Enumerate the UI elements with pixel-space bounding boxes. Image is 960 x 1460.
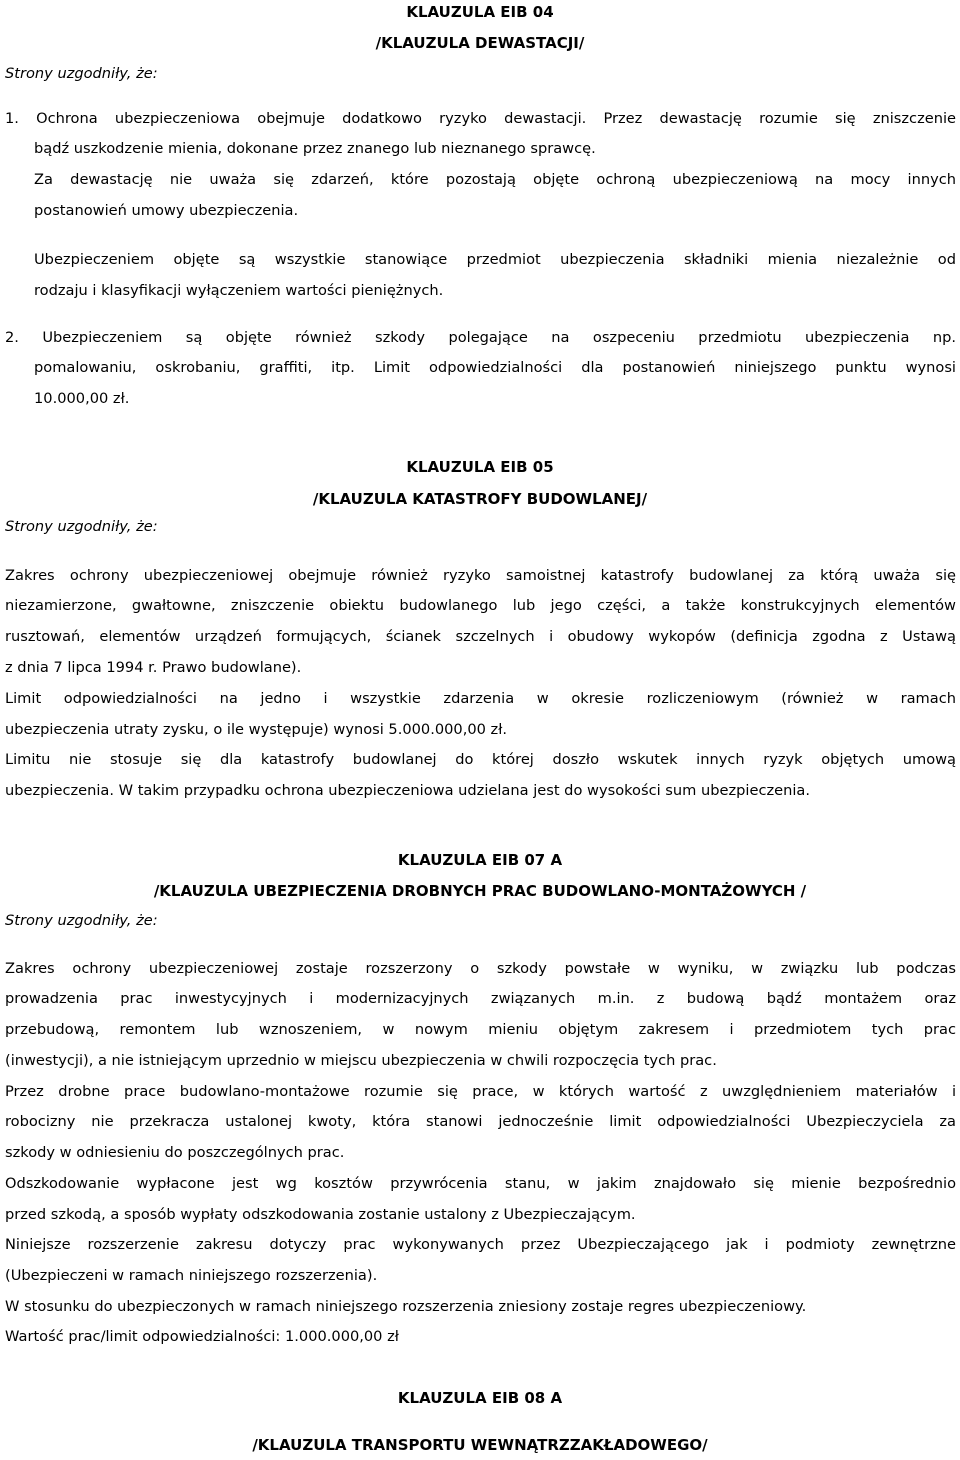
- eib07a-line: Wartość prac/limit odpowiedzialności: 1.000.000,00 zł: [5, 1328, 399, 1345]
- eib07a-line: Odszkodowanie wypłacone jest wg kosztów przywrócenia stanu, w jakim znajdowało się mienie bezpośrednio: [5, 1175, 956, 1192]
- eib07a-parties: Strony uzgodniły, że:: [5, 912, 158, 929]
- eib08a-heading: KLAUZULA EIB 08 A: [397, 1389, 563, 1407]
- eib05-line: Zakres ochrony ubezpieczeniowej obejmuje również ryzyko samoistnej katastrofy budowlanej za którą uważa się: [5, 567, 956, 584]
- eib05-line: rusztowań, elementów urządzeń formujących, ścianek szczelnych i obudowy wykopów (definicja zgodna z Ustawą: [5, 628, 956, 645]
- eib07a-line: Przez drobne prace budowlano-montażowe rozumie się prace, w których wartość z uwzględnieniem materiałów i: [5, 1083, 956, 1100]
- eib05-heading: KLAUZULA EIB 05: [406, 458, 554, 476]
- eib04-p1-line: rodzaju i klasyfikacji wyłączeniem wartości pieniężnych.: [34, 282, 444, 299]
- eib07a-line: szkody w odniesieniu do poszczególnych prac.: [5, 1144, 345, 1161]
- eib07a-line: prowadzenia prac inwestycyjnych i modernizacyjnych związanych m.in. z budową bądź montażem oraz: [5, 990, 956, 1007]
- eib07a-line: Zakres ochrony ubezpieczeniowej zostaje rozszerzony o szkody powstałe w wyniku, w związku lub podczas: [5, 960, 956, 977]
- eib04-p2-line: pomalowaniu, oskrobaniu, graffiti, itp. Limit odpowiedzialności dla postanowień niniejszego punktu wynosi: [34, 359, 956, 376]
- eib07a-subheading: /KLAUZULA UBEZPIECZENIA DROBNYCH PRAC BUDOWLANO-MONTAŻOWYCH /: [153, 882, 807, 900]
- eib07a-line: robocizny nie przekracza ustalonej kwoty, która stanowi jednocześnie limit odpowiedzialności Ubezpieczyciela za: [5, 1113, 956, 1130]
- eib05-line: z dnia 7 lipca 1994 r. Prawo budowlane).: [5, 659, 302, 676]
- eib08a-subheading: /KLAUZULA TRANSPORTU WEWNĄTRZZAKŁADOWEGO/: [252, 1436, 708, 1454]
- eib05-line: ubezpieczenia. W takim przypadku ochrona ubezpieczeniowa udzielana jest do wysokości sum ubezpieczenia.: [5, 782, 811, 799]
- eib07a-line: W stosunku do ubezpieczonych w ramach niniejszego rozszerzenia zniesiony zostaje regres ubezpieczeniowy.: [5, 1298, 807, 1315]
- eib05-line: niezamierzone, gwałtowne, zniszczenie obiektu budowlanego lub jego części, a także konstrukcyjnych elementów: [5, 597, 956, 614]
- eib04-p1-line: Ubezpieczeniem objęte są wszystkie stanowiące przedmiot ubezpieczenia składniki mienia niezależnie od: [34, 251, 956, 268]
- eib05-line: ubezpieczenia utraty zysku, o ile występuje) wynosi 5.000.000,00 zł.: [5, 721, 508, 738]
- eib07a-line: przed szkodą, a sposób wypłaty odszkodowania zostanie ustalony z Ubezpieczającym.: [5, 1206, 636, 1223]
- eib07a-heading: KLAUZULA EIB 07 A: [397, 851, 563, 869]
- eib04-parties: Strony uzgodniły, że:: [5, 65, 158, 82]
- eib04-heading: KLAUZULA EIB 04: [406, 3, 554, 21]
- eib04-p1-line: 1. Ochrona ubezpieczeniowa obejmuje dodatkowo ryzyko dewastacji. Przez dewastację rozumie się zniszczenie: [5, 110, 956, 127]
- eib05-line: Limitu nie stosuje się dla katastrofy budowlanej do której doszło wskutek innych ryzyk objętych umową: [5, 751, 956, 768]
- eib05-parties: Strony uzgodniły, że:: [5, 518, 158, 535]
- eib04-p1-line: bądź uszkodzenie mienia, dokonane przez znanego lub nieznanego sprawcę.: [34, 140, 596, 157]
- eib04-p2-line: 10.000,00 zł.: [34, 390, 130, 407]
- eib04-subheading: /KLAUZULA DEWASTACJI/: [375, 34, 585, 52]
- eib04-p1-line: Za dewastację nie uważa się zdarzeń, które pozostają objęte ochroną ubezpieczeniową na mocy innych: [34, 171, 956, 188]
- eib07a-line: (Ubezpieczeni w ramach niniejszego rozszerzenia).: [5, 1267, 378, 1284]
- eib05-subheading: /KLAUZULA KATASTROFY BUDOWLANEJ/: [312, 490, 648, 508]
- eib07a-line: Niniejsze rozszerzenie zakresu dotyczy prac wykonywanych przez Ubezpieczającego jak i podmioty zewnętrzne: [5, 1236, 956, 1253]
- eib07a-line: (inwestycji), a nie istniejącym uprzednio w miejscu ubezpieczenia w chwili rozpoczęcia tych prac.: [5, 1052, 717, 1069]
- eib05-line: Limit odpowiedzialności na jedno i wszystkie zdarzenia w okresie rozliczeniowym (również w ramach: [5, 690, 956, 707]
- eib04-p1-line: postanowień umowy ubezpieczenia.: [34, 202, 299, 219]
- eib07a-line: przebudową, remontem lub wznoszeniem, w nowym mieniu objętym zakresem i przedmiotem tych prac: [5, 1021, 956, 1038]
- eib04-p2-line: 2. Ubezpieczeniem są objęte również szkody polegające na oszpeceniu przedmiotu ubezpieczenia np.: [5, 329, 956, 346]
